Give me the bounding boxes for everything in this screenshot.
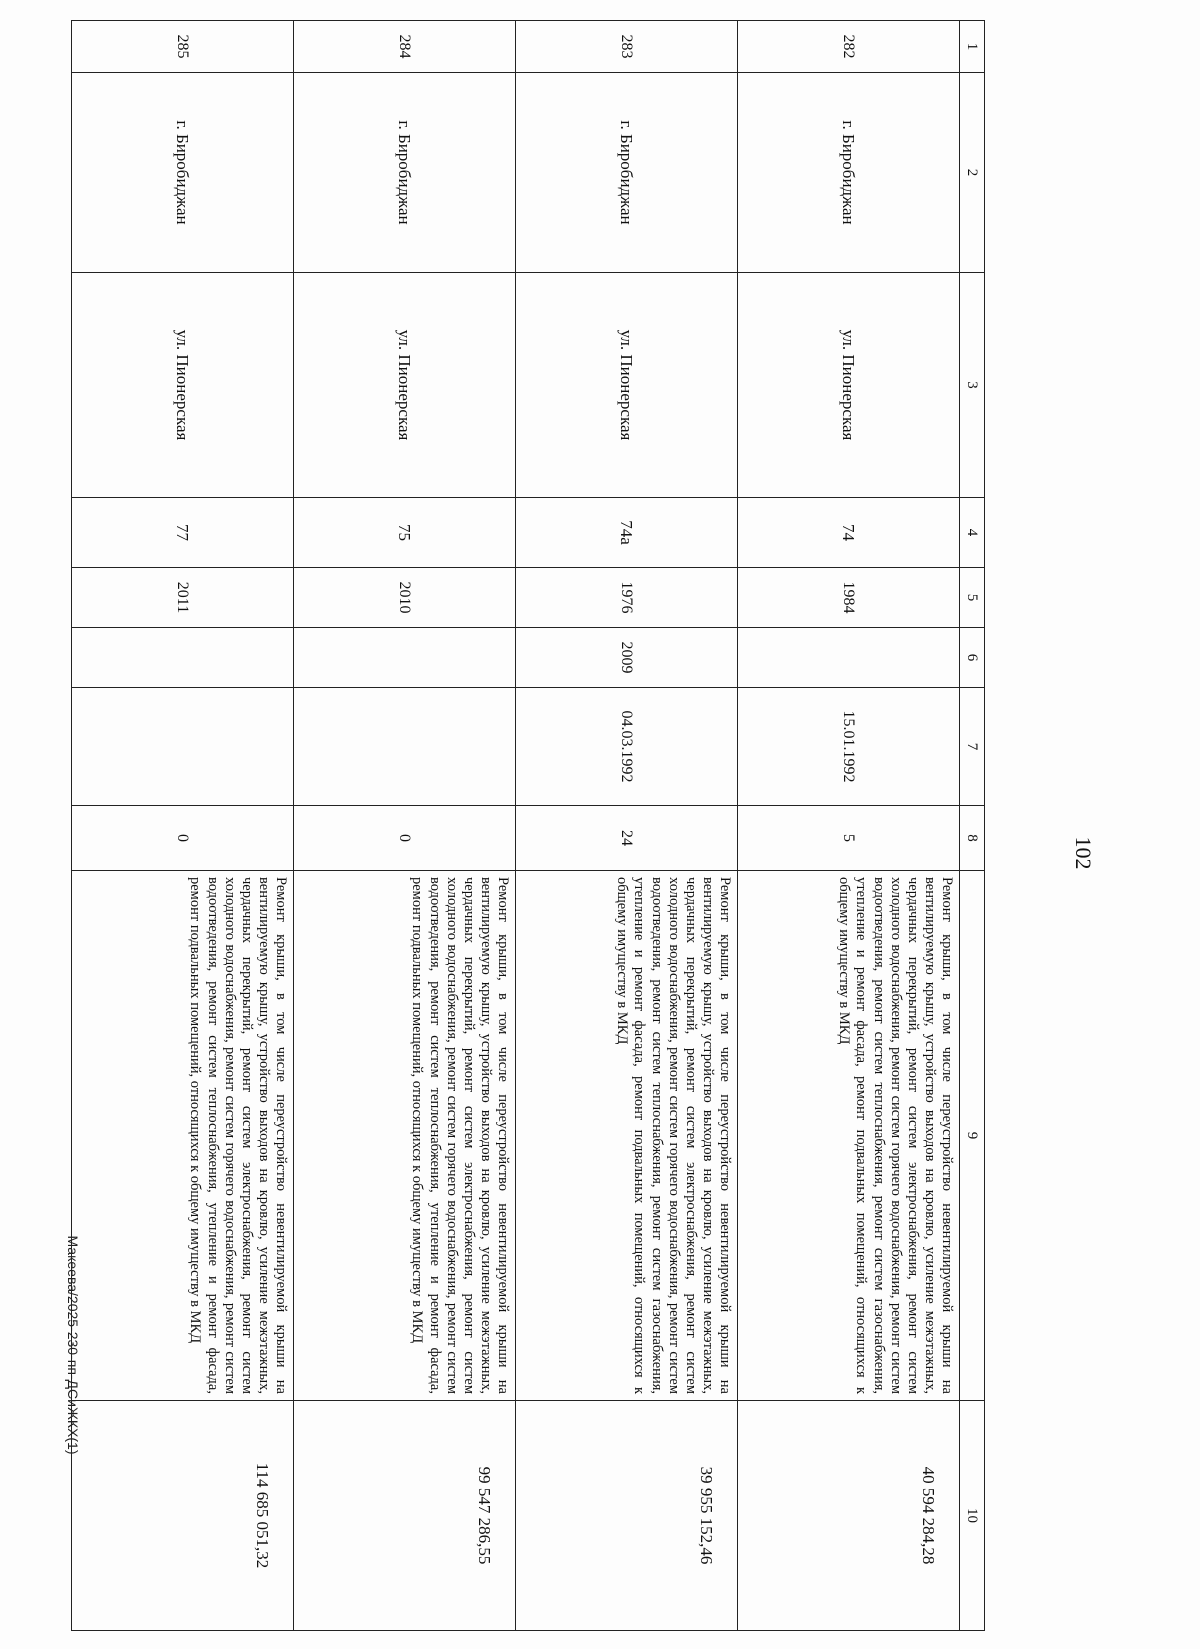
works-cell: Ремонт крыши, в том числе переустройство невентилируемой крыши на вентилируемую крышу, устройство выходов на кровлю, усиление межэтажных, чердачных перекрытий, ремонт систем электроснабжения, ремонт систем холодного водоснабжения, ремонт систем горячего водоснабжения, ремонт систем водоотведения, ремонт систем теплоснабжения, ремонт систем газоснабжения, утепление и ремонт фасада, ремонт подвальных помещений, относящихся к общему имуществу в МКД (516, 871, 738, 1401)
col8-cell: 24 (516, 806, 738, 871)
table-row (294, 21, 516, 1631)
row-number: 284 (294, 21, 516, 73)
city-cell: г. Биробиджан (294, 73, 516, 273)
col8-cell: 5 (738, 806, 960, 871)
document-code: Макеева/2025-230-пп-ДСиЖКХ(1) (65, 1235, 81, 1455)
date-cell (72, 688, 294, 806)
column-number: 8 (960, 806, 985, 871)
year-built-cell: 2010 (294, 568, 516, 628)
row-number: 283 (516, 21, 738, 73)
sum-cell: 114 685 051,32 (72, 1401, 294, 1631)
street-cell: ул. Пионерская (738, 273, 960, 498)
col8-cell: 0 (294, 806, 516, 871)
column-number-row (960, 21, 985, 1631)
year-built-cell: 1984 (738, 568, 960, 628)
street-cell: ул. Пионерская (294, 273, 516, 498)
street-cell: ул. Пионерская (72, 273, 294, 498)
house-cell: 74а (516, 498, 738, 568)
year-built-cell: 1976 (516, 568, 738, 628)
row-number: 282 (738, 21, 960, 73)
page-number: 102 (1071, 836, 1096, 870)
table-row (516, 21, 738, 1631)
works-cell: Ремонт крыши, в том числе переустройство невентилируемой крыши на вентилируемую крышу, устройство выходов на кровлю, усиление межэтажных, чердачных перекрытий, ремонт систем электроснабжения, ремонт систем холодного водоснабжения, ремонт систем горячего водоснабжения, ремонт систем водоотведения, ремонт систем теплоснабжения, утепление и ремонт фасада, ремонт подвальных помещений, относящихся к общему имуществу в МКД (72, 871, 294, 1401)
sum-cell: 40 594 284,28 (738, 1401, 960, 1631)
column-number: 4 (960, 498, 985, 568)
works-cell: Ремонт крыши, в том числе переустройство невентилируемой крыши на вентилируемую крышу, устройство выходов на кровлю, усиление межэтажных, чердачных перекрытий, ремонт систем электроснабжения, ремонт систем холодного водоснабжения, ремонт систем горячего водоснабжения, ремонт систем водоотведения, ремонт систем теплоснабжения, утепление и ремонт фасада, ремонт подвальных помещений, относящихся к общему имуществу в МКД (294, 871, 516, 1401)
year-built-cell: 2011 (72, 568, 294, 628)
year-col6-cell: 2009 (516, 628, 738, 688)
works-cell: Ремонт крыши, в том числе переустройство невентилируемой крыши на вентилируемую крышу, устройство выходов на кровлю, усиление межэтажных, чердачных перекрытий, ремонт систем электроснабжения, ремонт систем холодного водоснабжения, ремонт систем горячего водоснабжения, ремонт систем водоотведения, ремонт систем теплоснабжения, ремонт систем газоснабжения, утепление и ремонт фасада, ремонт подвальных помещений, относящихся к общему имуществу в МКД (738, 871, 960, 1401)
date-cell (294, 688, 516, 806)
house-cell: 74 (738, 498, 960, 568)
house-cell: 75 (294, 498, 516, 568)
city-cell: г. Биробиджан (738, 73, 960, 273)
date-cell: 04.03.1992 (516, 688, 738, 806)
column-number: 10 (960, 1401, 985, 1631)
column-number: 5 (960, 568, 985, 628)
city-cell: г. Биробиджан (516, 73, 738, 273)
city-cell: г. Биробиджан (72, 73, 294, 273)
house-cell: 77 (72, 498, 294, 568)
column-number: 9 (960, 871, 985, 1401)
date-cell: 15.01.1992 (738, 688, 960, 806)
sum-cell: 39 955 152,46 (516, 1401, 738, 1631)
row-number: 285 (72, 21, 294, 73)
sum-cell: 99 547 286,55 (294, 1401, 516, 1631)
table-row (72, 21, 294, 1631)
year-col6-cell (738, 628, 960, 688)
table-container (115, 20, 985, 1630)
year-col6-cell (294, 628, 516, 688)
repair-program-table (71, 20, 985, 1631)
table-row (738, 21, 960, 1631)
column-number: 7 (960, 688, 985, 806)
column-number: 6 (960, 628, 985, 688)
column-number: 2 (960, 73, 985, 273)
col8-cell: 0 (72, 806, 294, 871)
column-number: 3 (960, 273, 985, 498)
street-cell: ул. Пионерская (516, 273, 738, 498)
column-number: 1 (960, 21, 985, 73)
year-col6-cell (72, 628, 294, 688)
